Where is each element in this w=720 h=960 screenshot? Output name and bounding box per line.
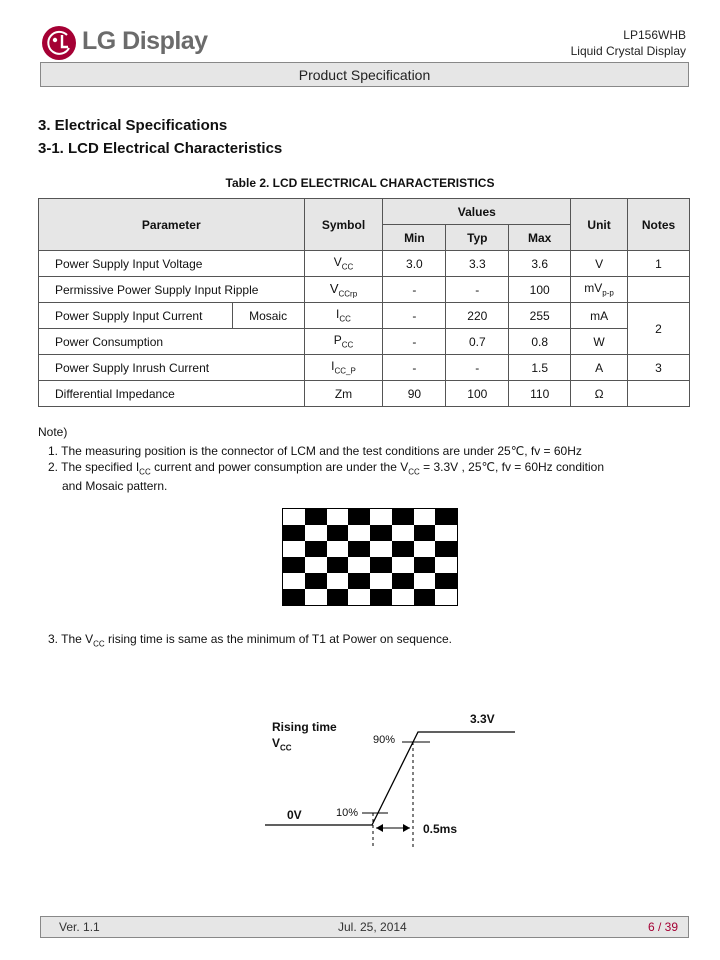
mosaic-cell	[414, 557, 436, 573]
cell-min: 90	[383, 381, 446, 407]
spec-bar: Product Specification	[40, 62, 689, 87]
mosaic-cell	[435, 509, 457, 525]
cell-unit: mA	[571, 303, 628, 329]
pct-90-label: 90%	[373, 734, 396, 746]
mosaic-cell	[305, 525, 327, 541]
cell-note: 2	[628, 303, 690, 355]
mosaic-cell	[370, 557, 392, 573]
mosaic-cell	[392, 541, 414, 557]
cell-note	[628, 277, 690, 303]
table-row	[39, 251, 690, 277]
mosaic-cell	[392, 557, 414, 573]
cell-min: -	[383, 277, 446, 303]
high-voltage-label: 3.3V	[470, 712, 495, 726]
cell-unit: V	[571, 251, 628, 277]
cell-symbol: $P_{CC}$	[304, 329, 383, 355]
cell-parameter: Power Supply Inrush Current	[39, 355, 305, 381]
mosaic-pattern-image	[282, 508, 458, 606]
mosaic-cell	[392, 509, 414, 525]
footer-version: Ver. 1.1	[59, 920, 100, 934]
section-title: 3. Electrical Specifications	[38, 117, 228, 134]
header-values: Values	[383, 199, 571, 225]
cell-max: 1.5	[509, 355, 571, 381]
mosaic-cell	[370, 589, 392, 605]
header-min: Min	[383, 225, 446, 251]
mosaic-cell	[435, 557, 457, 573]
cell-min: 3.0	[383, 251, 446, 277]
table-row	[39, 303, 690, 329]
cell-parameter: Differential Impedance	[39, 381, 305, 407]
footer-page: 6 / 39	[647, 920, 678, 934]
mosaic-cell	[414, 589, 436, 605]
table-caption: Table 2. LCD ELECTRICAL CHARACTERISTICS	[225, 176, 495, 190]
cell-min: -	[383, 303, 446, 329]
mosaic-cell	[392, 589, 414, 605]
table-row	[39, 277, 690, 303]
mosaic-cell	[327, 525, 349, 541]
product-type: Liquid Crystal Display	[570, 44, 686, 58]
vcc-label: $V_{CC}$	[272, 736, 292, 753]
mosaic-cell	[348, 589, 370, 605]
footer-date: Jul. 25, 2014	[338, 920, 407, 934]
mosaic-cell	[435, 525, 457, 541]
cell-parameter: Power Supply Input Voltage	[39, 251, 305, 277]
cell-symbol: $I_{CC}$	[304, 303, 383, 329]
cell-typ: 220	[446, 303, 509, 329]
logo-text: LG Display	[82, 27, 208, 55]
header-symbol: Symbol	[304, 199, 383, 251]
rising-time-label: Rising time	[272, 720, 337, 734]
cell-typ: -	[446, 355, 509, 381]
mosaic-cell	[283, 509, 305, 525]
header-max: Max	[509, 225, 571, 251]
cell-max: 0.8	[509, 329, 571, 355]
mosaic-cell	[348, 557, 370, 573]
mosaic-cell	[305, 541, 327, 557]
mosaic-cell	[327, 589, 349, 605]
cell-typ: 3.3	[446, 251, 509, 277]
cell-min: -	[383, 329, 446, 355]
cell-symbol: $V_{CC}$	[304, 251, 383, 277]
note-2-continued: and Mosaic pattern.	[62, 479, 168, 493]
mosaic-cell	[305, 573, 327, 589]
mosaic-cell	[348, 525, 370, 541]
section-subtitle: 3-1. LCD Electrical Characteristics	[38, 140, 283, 157]
note-2: 2. The specified $I_{CC}$ current and power consumption are under the $V_{CC} = 3.3V$ , 25℃, fv = 60Hz condition	[48, 460, 605, 477]
cell-parameter: Power Consumption	[39, 329, 305, 355]
cell-max: 3.6	[509, 251, 571, 277]
header-unit: Unit	[571, 199, 628, 251]
mosaic-cell	[283, 525, 305, 541]
footer-bar	[40, 916, 689, 938]
mosaic-cell	[348, 573, 370, 589]
cell-unit: A	[571, 355, 628, 381]
mosaic-cell	[327, 557, 349, 573]
cell-typ: 0.7	[446, 329, 509, 355]
electrical-characteristics-table	[38, 198, 690, 407]
mosaic-cell	[283, 589, 305, 605]
mosaic-cell	[392, 525, 414, 541]
mosaic-cell	[327, 541, 349, 557]
table-row	[39, 355, 690, 381]
cell-note: 1	[628, 251, 690, 277]
cell-unit: W	[571, 329, 628, 355]
cell-symbol: Zm	[304, 381, 383, 407]
mosaic-cell	[283, 557, 305, 573]
mosaic-cell	[414, 573, 436, 589]
cell-note: 3	[628, 355, 690, 381]
lg-logo-icon	[42, 26, 76, 60]
table-row	[39, 381, 690, 407]
cell-symbol: $V_{CCrp}$	[304, 277, 383, 303]
mosaic-cell	[283, 573, 305, 589]
cell-min: -	[383, 355, 446, 381]
mosaic-cell	[327, 573, 349, 589]
mosaic-cell	[327, 509, 349, 525]
mosaic-cell	[348, 509, 370, 525]
mosaic-cell	[392, 573, 414, 589]
mosaic-cell	[414, 525, 436, 541]
pct-10-label: 10%	[336, 807, 359, 819]
rising-time-waveform	[0, 700, 720, 860]
cell-parameter-condition: Mosaic	[232, 303, 304, 329]
mosaic-cell	[348, 541, 370, 557]
cell-note	[628, 381, 690, 407]
header-parameter: Parameter	[39, 199, 305, 251]
header-typ: Typ	[446, 225, 509, 251]
cell-symbol: $I_{CC\_P}$	[304, 355, 383, 381]
cell-max: 255	[509, 303, 571, 329]
cell-max: 100	[509, 277, 571, 303]
table-row	[39, 329, 690, 355]
mosaic-cell	[370, 509, 392, 525]
model-number: LP156WHB	[623, 28, 686, 42]
rise-time-value: 0.5ms	[423, 822, 458, 836]
mosaic-cell	[414, 541, 436, 557]
mosaic-cell	[435, 573, 457, 589]
cell-unit: Ω	[571, 381, 628, 407]
header-notes: Notes	[628, 199, 690, 251]
mosaic-cell	[283, 541, 305, 557]
cell-parameter: Permissive Power Supply Input Ripple	[39, 277, 305, 303]
note-1: 1. The measuring position is the connector of LCM and the test conditions are under 25℃, fv = 60Hz	[48, 444, 582, 458]
cell-unit: $mV_{p-p}$	[571, 277, 628, 303]
cell-typ: -	[446, 277, 509, 303]
mosaic-cell	[414, 509, 436, 525]
mosaic-cell	[370, 525, 392, 541]
mosaic-cell	[435, 541, 457, 557]
low-voltage-label: 0V	[287, 808, 302, 822]
mosaic-cell	[305, 509, 327, 525]
mosaic-cell	[305, 557, 327, 573]
note-3: 3. The $V_{CC}$ rising time is same as the minimum of T1 at Power on sequence.	[48, 632, 452, 649]
mosaic-cell	[370, 573, 392, 589]
cell-typ: 100	[446, 381, 509, 407]
mosaic-cell	[435, 589, 457, 605]
mosaic-cell	[370, 541, 392, 557]
cell-max: 110	[509, 381, 571, 407]
notes-heading: Note)	[38, 425, 68, 439]
cell-parameter: Power Supply Input Current	[39, 303, 233, 329]
mosaic-cell	[305, 589, 327, 605]
